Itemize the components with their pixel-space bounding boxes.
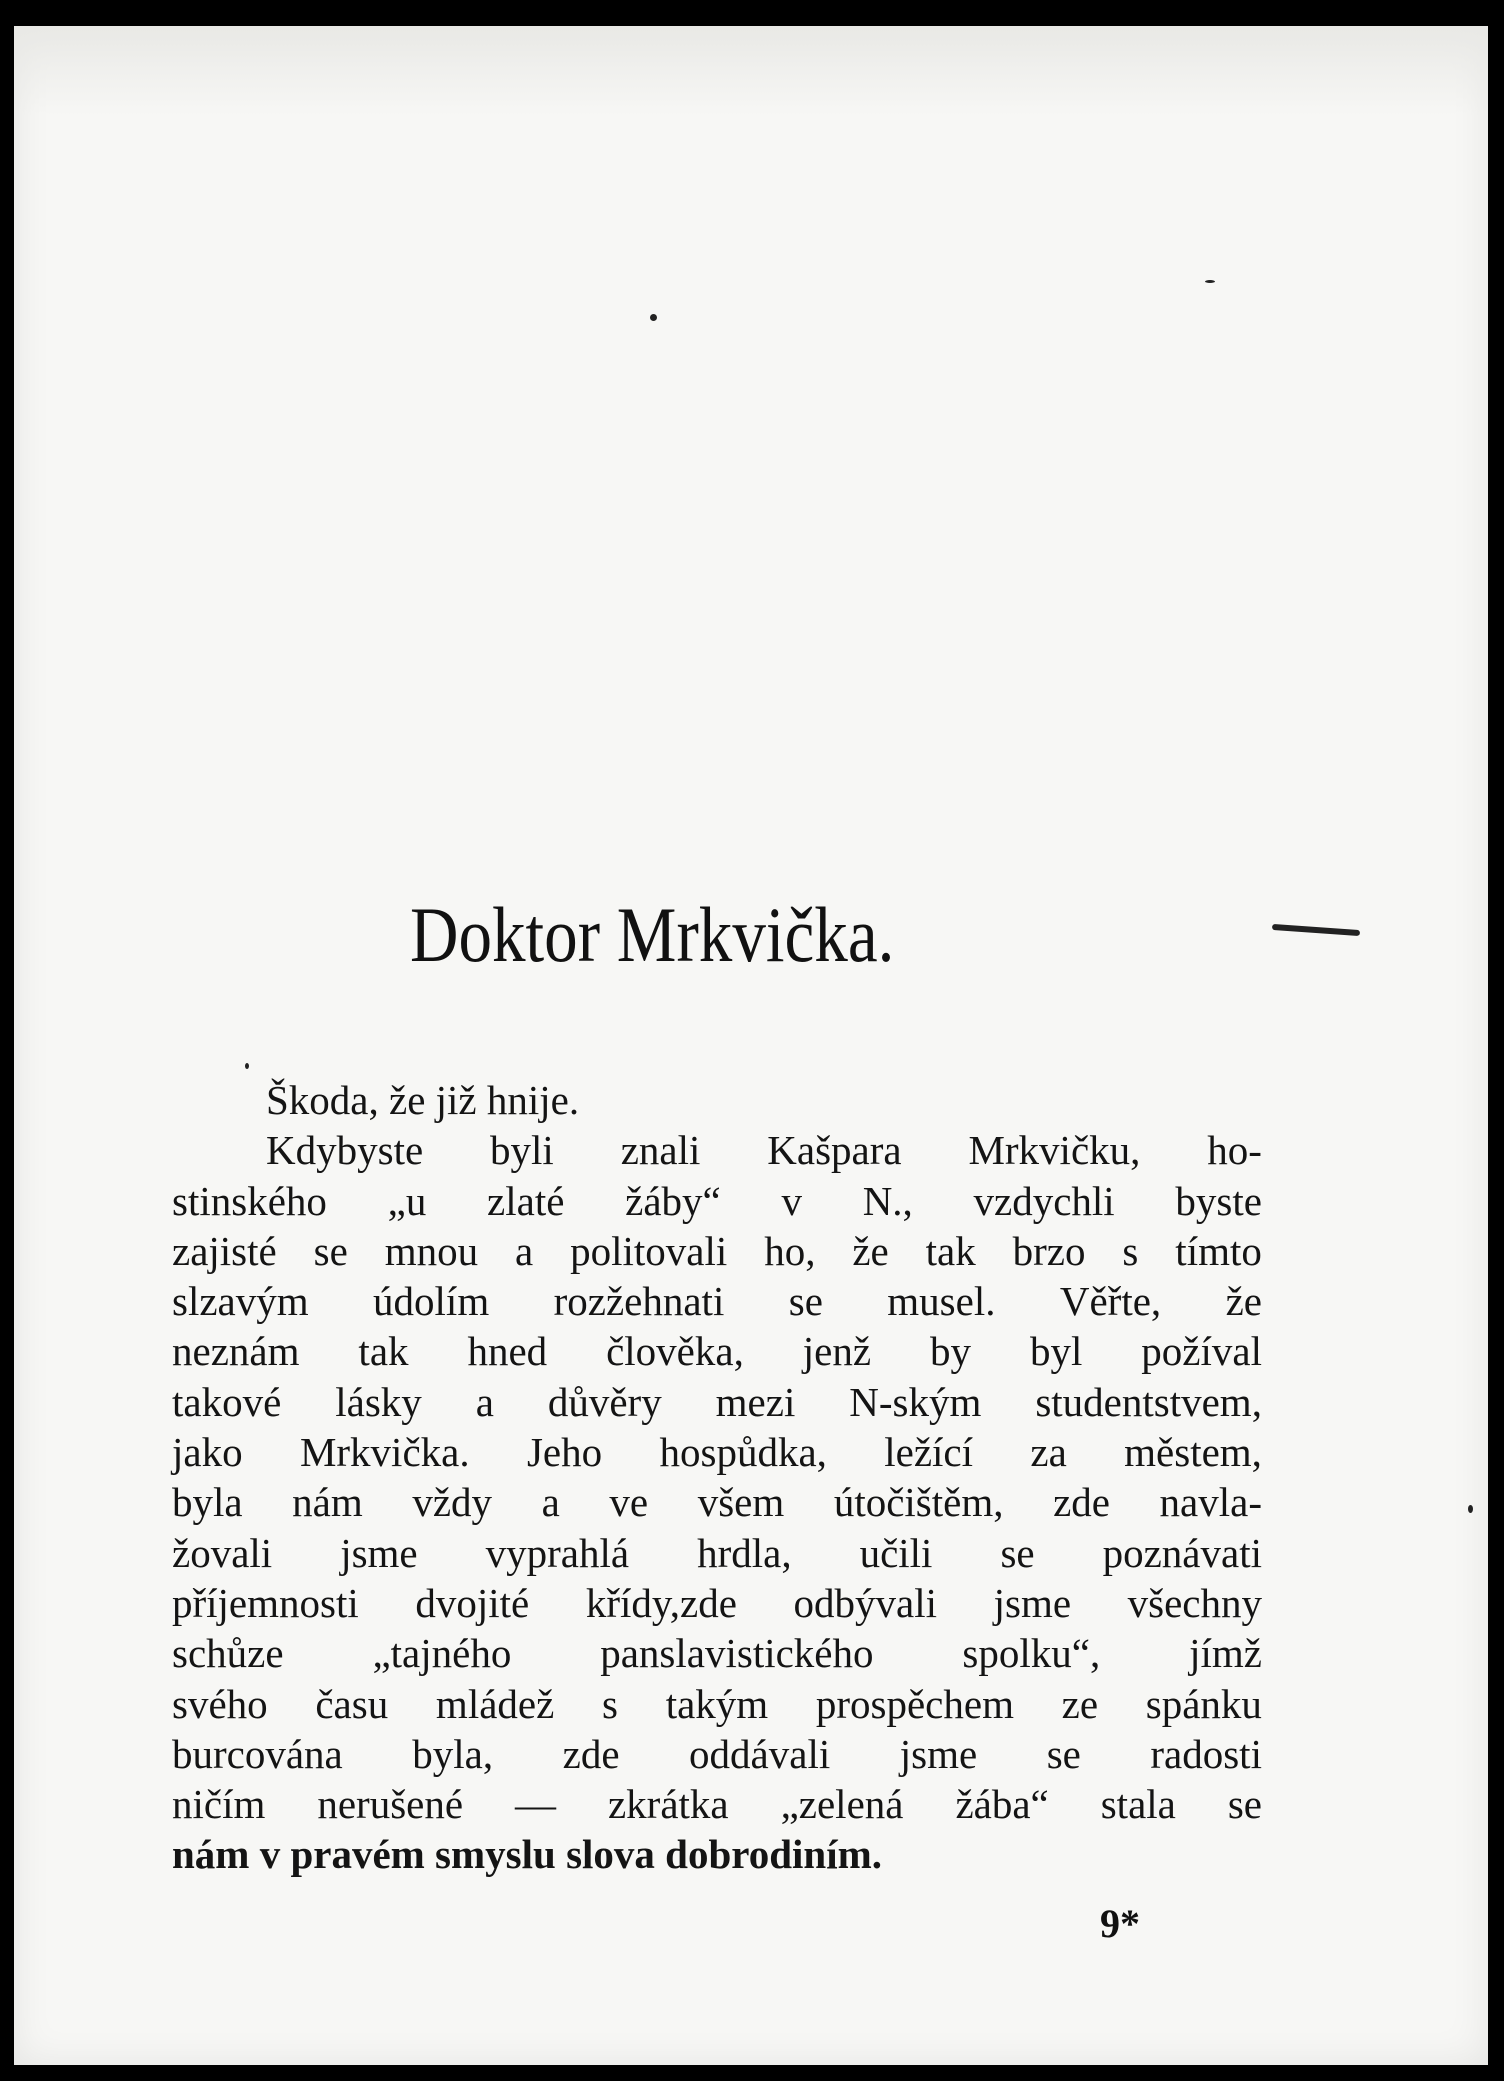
ink-speck (245, 1063, 249, 1069)
body-paragraph (172, 1075, 1262, 1880)
text-line: slzavým údolím rozžehnati se musel. Věřte, že (172, 1278, 1262, 1325)
ink-speck (650, 314, 657, 321)
text-line: burcována byla, zde oddávali jsme se radosti (172, 1730, 1262, 1777)
text-line: zajisté se mnou a politovali ho, že tak brzo s tímto (172, 1227, 1262, 1274)
text-line: ničím nerušené — zkrátka „zelená žába“ stala se (172, 1781, 1262, 1828)
text-line: příjemnosti dvojité křídy,zde odbývali jsme všechny (172, 1579, 1262, 1626)
text-line: schůze „tajného panslavistického spolku“, jímž (172, 1630, 1262, 1677)
ink-speck (1468, 1505, 1473, 1513)
text-line: neznám tak hned člověka, jenž by byl požíval (172, 1328, 1262, 1375)
page-top-shading (14, 26, 1488, 116)
text-line: nám v pravém smyslu slova dobrodiním. (172, 1831, 883, 1878)
signature-mark: 9* (1100, 1901, 1140, 1946)
text-line: jako Mrkvička. Jeho hospůdka, ležící za městem, (172, 1429, 1262, 1476)
ink-speck (1205, 280, 1215, 283)
text-line: Škoda, že již hnije. (266, 1077, 580, 1123)
text-line: Kdybyste byli znali Kašpara Mrkvičku, ho- (266, 1127, 1262, 1174)
text-line: svého času mládež s takým prospěchem ze spánku (172, 1680, 1262, 1727)
text-line: byla nám vždy a ve všem útočištěm, zde navla- (172, 1479, 1262, 1526)
text-line: stinského „u zlaté žáby“ v N., vzdychli byste (172, 1177, 1262, 1224)
chapter-title: Doktor Mrkvička. (410, 891, 895, 978)
text-line: žovali jsme vyprahlá hrdla, učili se poznávati (172, 1529, 1262, 1576)
text-line: takové lásky a důvěry mezi N-ským studentstvem, (172, 1378, 1262, 1425)
